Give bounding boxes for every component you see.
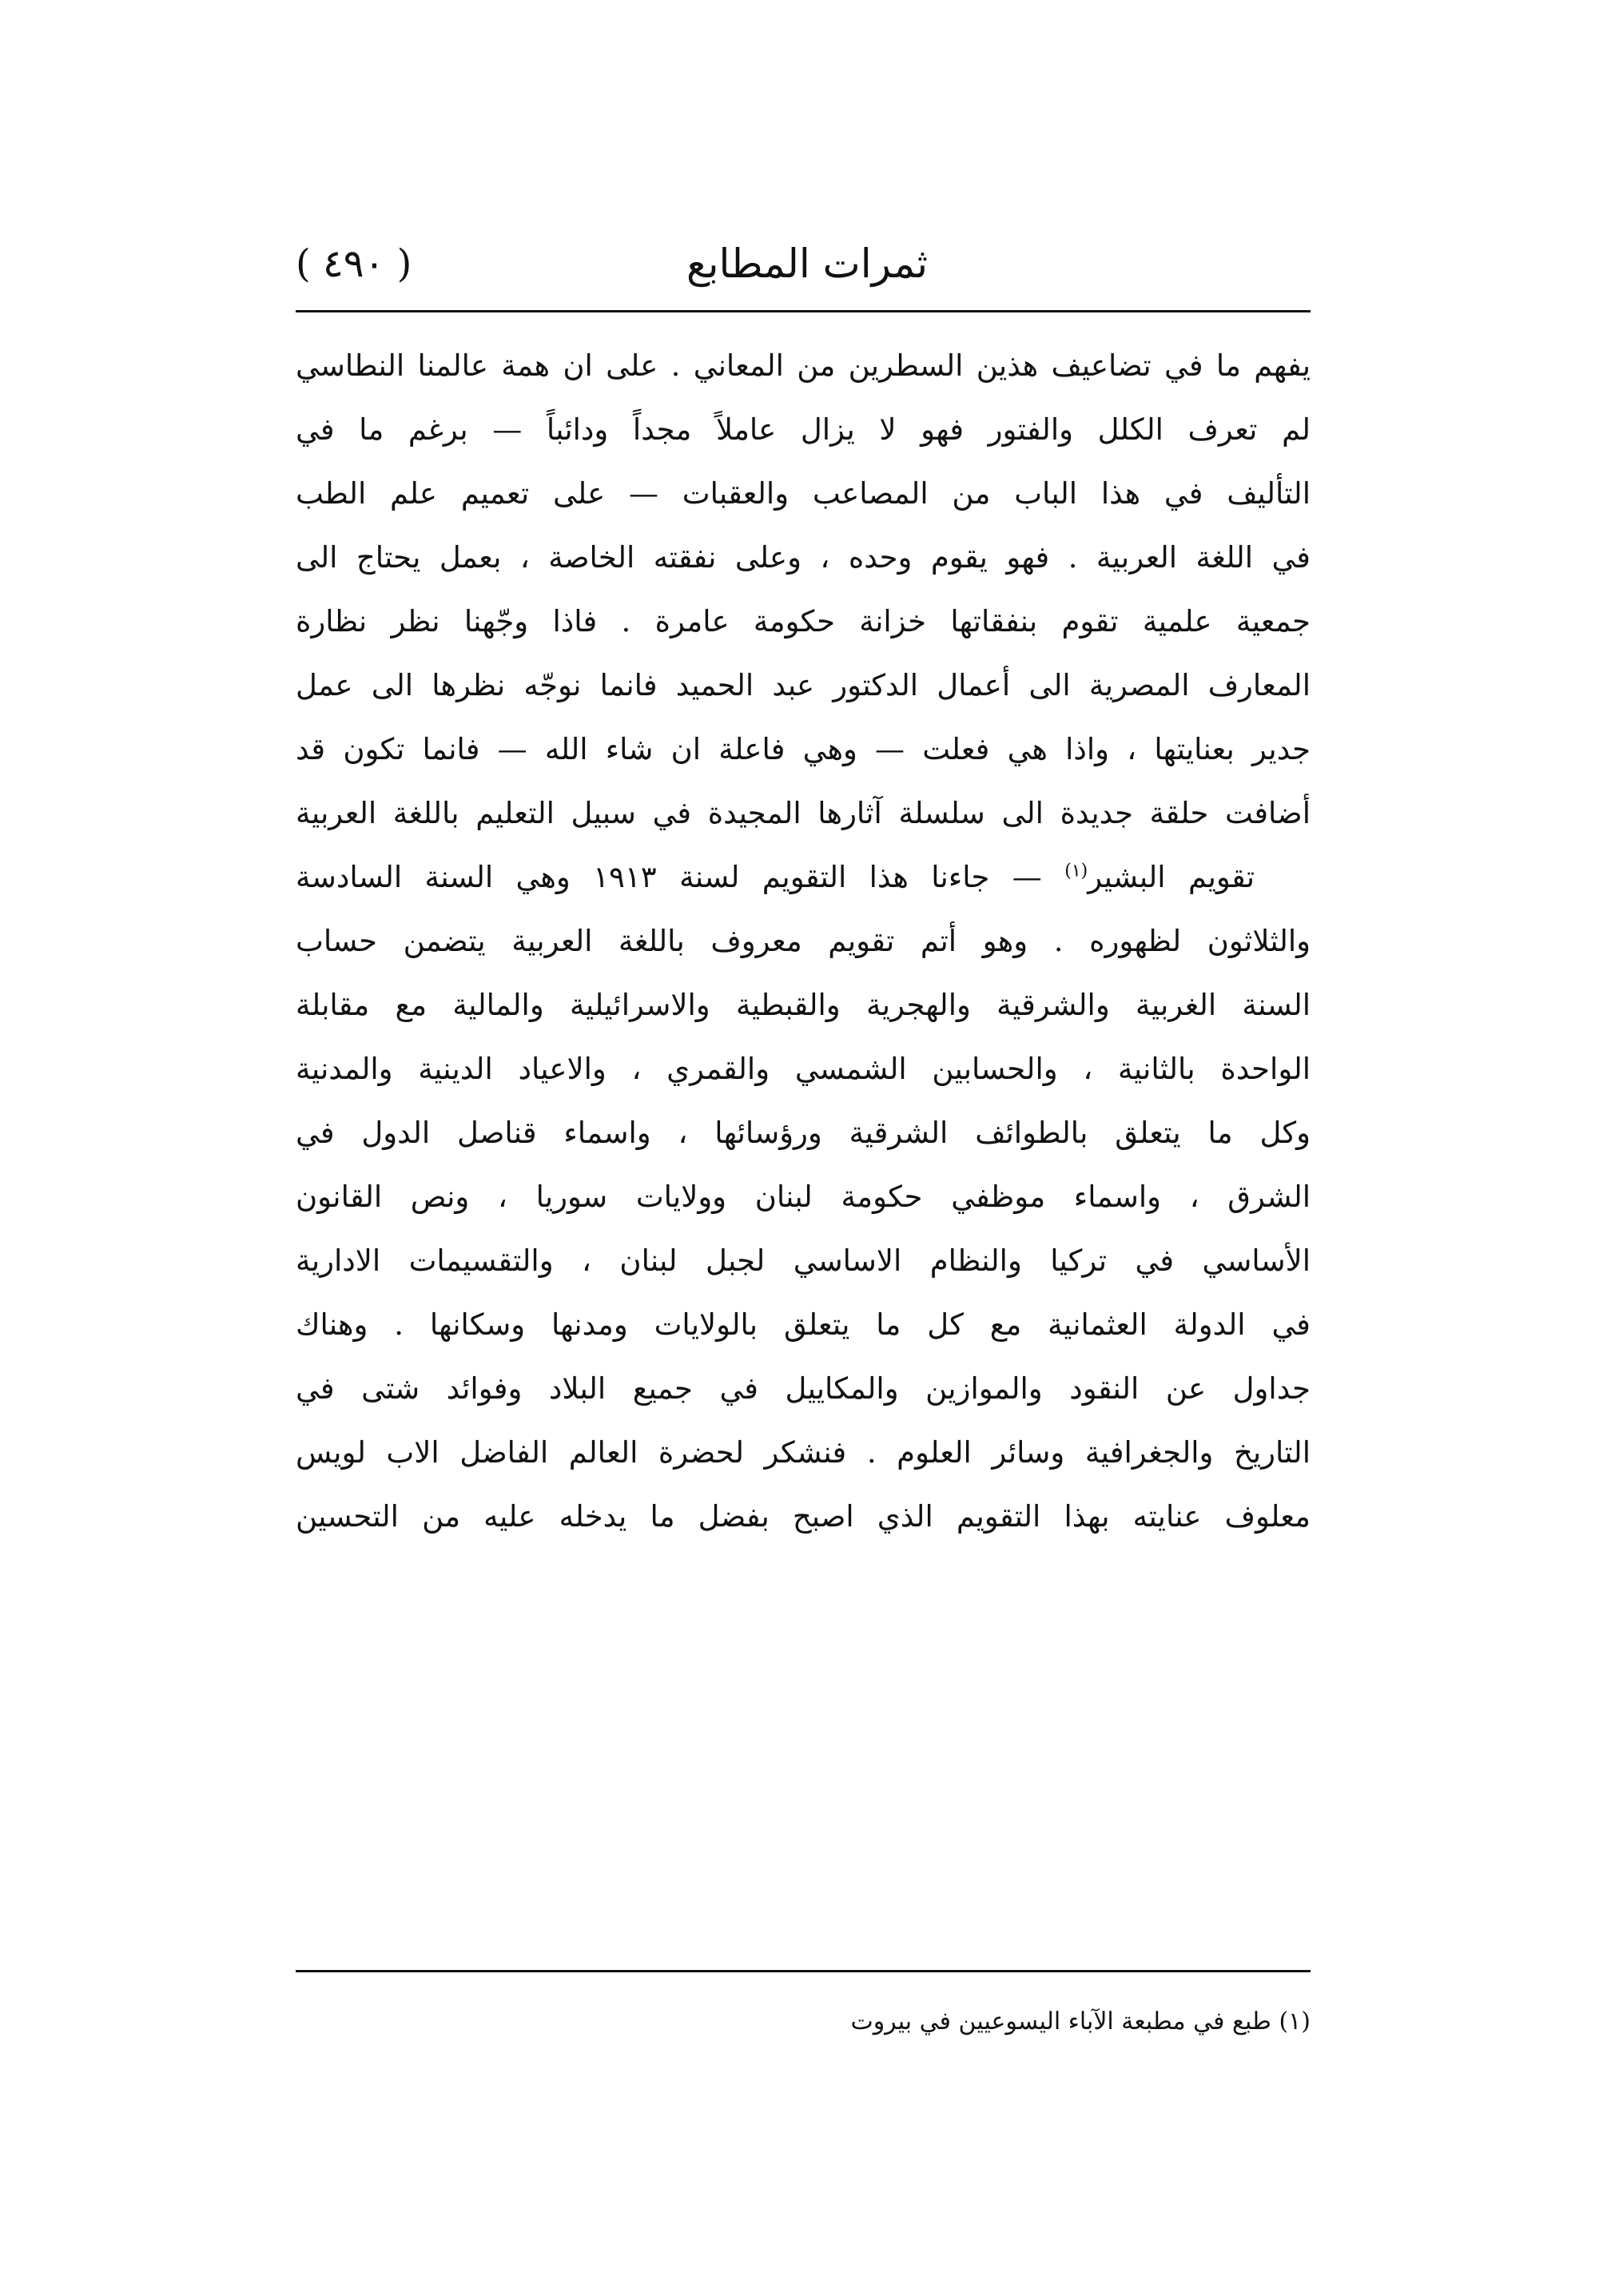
header-rule	[296, 310, 1311, 312]
footnote-marker: (١)	[1064, 861, 1088, 881]
text-line: في الدولة العثمانية مع كل ما يتعلق بالولايات ومدنها وسكانها . وهناك	[296, 1307, 1311, 1342]
page-header	[296, 232, 1311, 296]
footnote-rule	[296, 1970, 1311, 1972]
text-line: جداول عن النقود والموازين والمكاييل في جميع البلاد وفوائد شتى في	[296, 1371, 1311, 1406]
footnote: (١) طبع في مطبعة الآباء اليسوعيين في بيروت	[850, 2008, 1311, 2035]
page-number: ( ٤٩٠ )	[296, 241, 412, 286]
text-line: والثلاثون لظهوره . وهو أتم تقويم معروف باللغة العربية يتضمن حساب	[296, 924, 1311, 958]
body-text	[296, 334, 1311, 1549]
text-line: جدير بعنايتها ، واذا هي فعلت — وهي فاعلة ان شاء الله — فانما تكون قد	[296, 732, 1311, 766]
text-line: وكل ما يتعلق بالطوائف الشرقية ورؤسائها ، واسماء قناصل الدول في	[296, 1116, 1311, 1150]
text-line: الواحدة بالثانية ، والحسابين الشمسي والقمري ، والاعياد الدينية والمدنية	[296, 1052, 1311, 1086]
text-line: معلوف عنايته بهذا التقويم الذي اصبح بفضل ما يدخله عليه من التحسين	[296, 1499, 1311, 1534]
text-line: أضافت حلقة جديدة الى سلسلة آثارها المجيدة في سبيل التعليم باللغة العربية	[296, 796, 1311, 830]
paragraph-continuation: — جاءنا هذا التقويم لسنة ١٩١٣ وهي السنة السادسة	[296, 860, 1065, 894]
text-line: جمعية علمية تقوم بنفقاتها خزانة حكومة عامرة . فاذا وجّهنا نظر نظارة	[296, 604, 1311, 639]
section-heading: تقويم البشير	[1088, 860, 1255, 894]
text-line: الشرق ، واسماء موظفي حكومة لبنان وولايات سوريا ، ونص القانون	[296, 1180, 1311, 1214]
text-line: يفهم ما في تضاعيف هذين السطرين من المعاني . على ان همة عالمنا النطاسي	[296, 348, 1311, 383]
text-line: التاريخ والجغرافية وسائر العلوم . فنشكر لحضرة العالم الفاضل الاب لويس	[296, 1435, 1311, 1470]
text-line: لم تعرف الكلل والفتور فهو لا يزال عاملاً مجداً ودائباً — برغم ما في	[296, 412, 1311, 447]
text-line: الأساسي في تركيا والنظام الاساسي لجبل لبنان ، والتقسيمات الادارية	[296, 1244, 1311, 1278]
running-title: ثمرات المطابع	[686, 241, 929, 287]
text-line: التأليف في هذا الباب من المصاعب والعقبات — على تعميم علم الطب	[296, 476, 1311, 511]
text-line: السنة الغربية والشرقية والهجرية والقبطية والاسرائيلية والمالية مع مقابلة	[296, 988, 1311, 1022]
text-line: المعارف المصرية الى أعمال الدكتور عبد الحميد فانما نوجّه نظرها الى عمل	[296, 668, 1311, 702]
paragraph-start-line	[296, 846, 1311, 909]
text-line: في اللغة العربية . فهو يقوم وحده ، وعلى نفقته الخاصة ، بعمل يحتاج الى	[296, 540, 1311, 575]
